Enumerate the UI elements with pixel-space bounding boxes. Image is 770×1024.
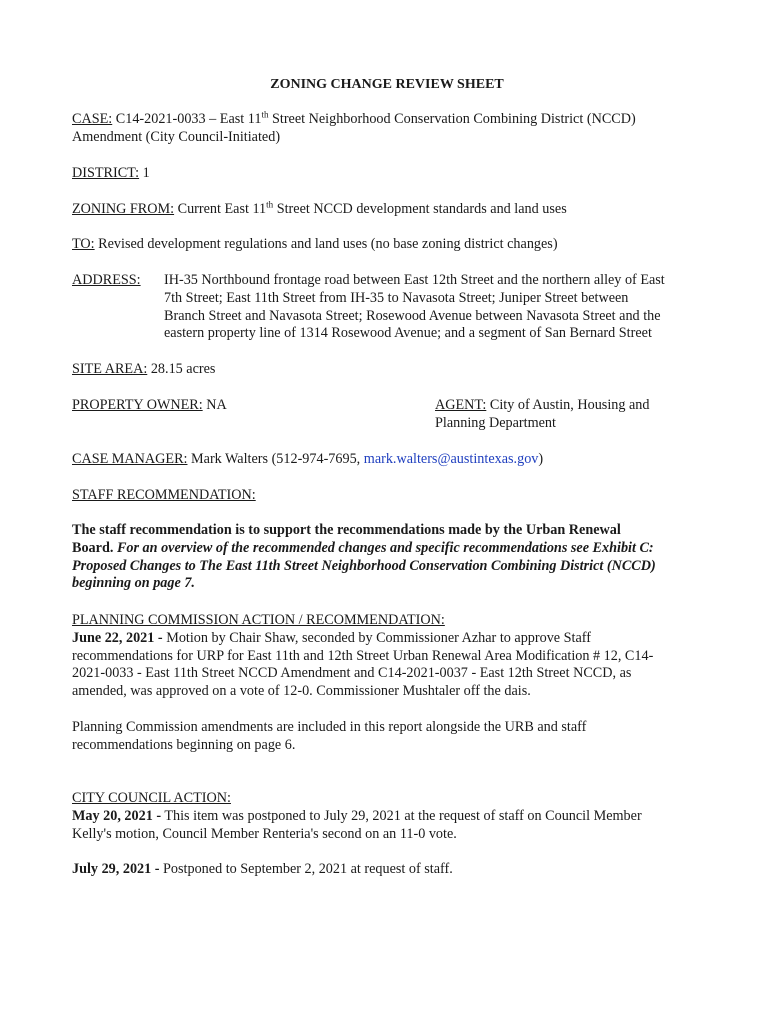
planning-commission-section (72, 612, 702, 701)
site-area-label: SITE AREA: (72, 361, 148, 377)
staff-recommendation-label: STAFF RECOMMENDATION: (72, 487, 256, 503)
case-number: C14-2021-0033 – East 11 (115, 111, 262, 127)
site-area-section (72, 361, 702, 379)
owner-agent-section (72, 397, 702, 435)
city-council-entry-date: May 20, 2021 - (72, 807, 162, 824)
address-line: Branch Street and Navasota Street; Rosewood Avenue between Navasota Street and the (164, 307, 661, 324)
case-manager-section (72, 451, 702, 469)
city-council-entry-text: This item was postponed to July 29, 2021 at the request of staff on Council Member (164, 807, 642, 824)
staff-recommendation-heading (72, 487, 702, 505)
planning-commission-line: Motion by Chair Shaw, seconded by Commissioner Azhar to approve Staff (166, 629, 591, 646)
zoning-from-section (72, 201, 702, 219)
city-council-entry-date: July 29, 2021 - (72, 861, 160, 877)
agent-value-line1: City of Austin, Housing and (489, 397, 650, 413)
staff-rec-italic: Proposed Changes to The East 11th Street Neighborhood Conservation Combining District (NCCD) (72, 557, 656, 574)
to-label: TO: (72, 236, 95, 252)
staff-rec-italic: beginning on page 7. (72, 575, 195, 592)
case-manager-email-link[interactable]: mark.walters@austintexas.gov (363, 451, 539, 467)
case-line2: Amendment (City Council-Initiated) (72, 128, 281, 145)
case-label: CASE: (72, 111, 113, 127)
city-council-entry2 (72, 861, 702, 879)
city-council-section (72, 790, 702, 843)
zoning-from-text-a: Current East 11 (177, 201, 267, 217)
district-value: 1 (142, 165, 150, 181)
planning-commission-label: PLANNING COMMISSION ACTION / RECOMMENDATION: (72, 612, 445, 628)
case-manager-label: CASE MANAGER: (72, 451, 188, 467)
case-manager-close: ) (538, 451, 544, 467)
staff-rec-line: Board. (72, 539, 114, 556)
case-manager-name: Mark Walters (512-974-7695, (191, 451, 361, 467)
address-label: ADDRESS: (72, 272, 141, 288)
planning-commission-note (72, 719, 702, 755)
staff-rec-italic: For an overview of the recommended changes and specific recommendations see Exhibit C: (116, 539, 654, 556)
planning-commission-line: recommendations for URP for East 11th and 12th Street Urban Renewal Area Modification # 12, C14- (72, 647, 654, 664)
to-value: Revised development regulations and land uses (no base zoning district changes) (98, 236, 558, 252)
planning-commission-line: 2021-0033 - East 11th Street NCCD Amendment and C14-2021-0037 - East 12th Street NCCD, as (72, 665, 632, 682)
property-owner (72, 397, 227, 415)
address-line: eastern property line of 1314 Rosewood Avenue; and a segment of San Bernard Street (164, 325, 652, 342)
property-owner-value: NA (206, 397, 227, 413)
zoning-from-sup: th (266, 199, 274, 210)
address-text (164, 272, 704, 343)
planning-commission-note-line: Planning Commission amendments are included in this report alongside the URB and staff (72, 719, 587, 735)
district-section (72, 165, 702, 183)
to-section (72, 236, 702, 254)
case-sup: th (261, 109, 269, 120)
zoning-from-label: ZONING FROM: (72, 201, 175, 217)
agent-value-line2: Planning Department (435, 414, 556, 431)
agent (435, 397, 700, 433)
city-council-label: CITY COUNCIL ACTION: (72, 790, 231, 806)
planning-commission-date: June 22, 2021 - (72, 629, 163, 646)
zoning-from-text-b: Street NCCD development standards and land uses (273, 201, 567, 217)
staff-rec-line: The staff recommendation is to support the recommendations made by the Urban Renewal (72, 522, 621, 538)
agent-label: AGENT: (435, 397, 487, 413)
property-owner-label: PROPERTY OWNER: (72, 397, 203, 413)
case-section (72, 111, 702, 147)
address-line: IH-35 Northbound frontage road between East 12th Street and the northern alley of East (164, 272, 665, 288)
page-title: ZONING CHANGE REVIEW SHEET (270, 77, 504, 92)
case-text: Street Neighborhood Conservation Combining District (NCCD) (268, 111, 636, 127)
address-section (72, 272, 702, 346)
city-council-entry-text: Kelly's motion, Council Member Renteria's second on an 11-0 vote. (72, 825, 457, 842)
city-council-entry-text: Postponed to September 2, 2021 at request of staff. (163, 861, 453, 877)
planning-commission-note-line: recommendations beginning on page 6. (72, 736, 296, 753)
address-line: 7th Street; East 11th Street from IH-35 to Navasota Street; Juniper Street between (164, 289, 629, 306)
site-area-value: 28.15 acres (150, 361, 216, 377)
staff-recommendation-body (72, 522, 702, 593)
district-label: DISTRICT: (72, 165, 140, 181)
planning-commission-line: amended, was approved on a vote of 12-0. Commissioner Mushtaler off the dais. (72, 683, 531, 700)
